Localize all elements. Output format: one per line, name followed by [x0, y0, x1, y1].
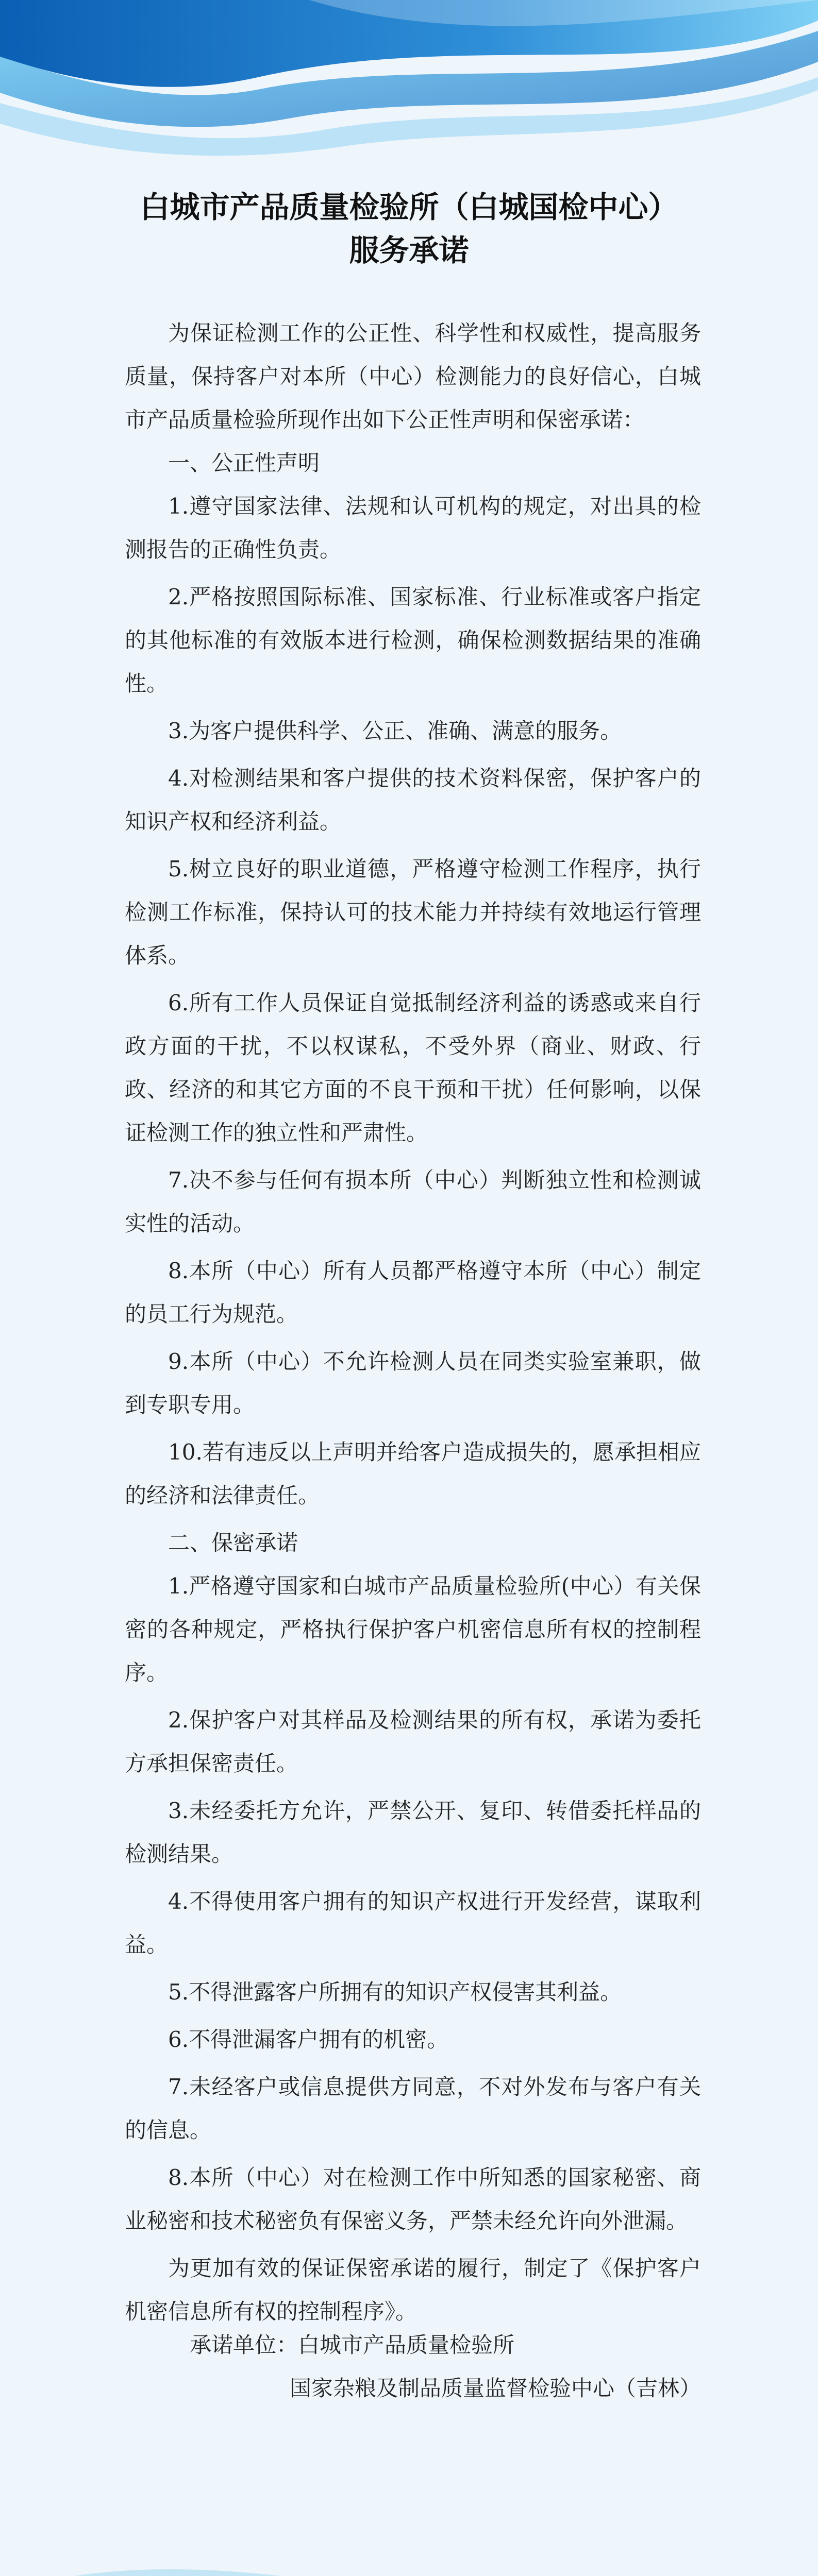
impartiality-item: 3.为客户提供科学、公正、准确、满意的服务。: [168, 718, 622, 743]
document-body: [125, 312, 701, 2333]
confidentiality-item: 6.不得泄漏客户拥有的机密。: [168, 2027, 449, 2052]
confidentiality-item: 5.不得泄露客户所拥有的知识产权侵害其利益。: [168, 1979, 622, 2005]
impartiality-item: 2.严格按照国际标准、国家标准、行业标准或客户指定的其他标准的有效版本进行检测，确保检测数据结果的准确性。: [125, 584, 701, 696]
section-heading-confidentiality: 二、保密承诺: [168, 1530, 298, 1555]
impartiality-item: 9.本所（中心）不允许检测人员在同类实验室兼职，做到专职专用。: [125, 1349, 701, 1417]
confidentiality-item: 3.未经委托方允许，严禁公开、复印、转借委托样品的检测结果。: [125, 1798, 701, 1867]
impartiality-item: 1.遵守国家法律、法规和认可机构的规定，对出具的检测报告的正确性负责。: [125, 494, 701, 562]
bottom-wave-decoration: [0, 2501, 818, 2576]
impartiality-item: 5.树立良好的职业道德，严格遵守检测工作程序，执行检测工作标准，保持认可的技术能力并持续有效地运行管理体系。: [125, 856, 701, 968]
page-title: [0, 185, 818, 272]
impartiality-item: 4.对检测结果和客户提供的技术资料保密，保护客户的知识产权和经济利益。: [125, 766, 701, 834]
confidentiality-item: 1.严格遵守国家和白城市产品质量检验所(中心）有关保密的各种规定，严格执行保护客户机密信息所有权的控制程序。: [125, 1573, 701, 1685]
impartiality-item: 7.决不参与任何有损本所（中心）判断独立性和检测诚实性的活动。: [125, 1167, 701, 1236]
section-heading-impartiality: 一、公正性声明: [168, 450, 320, 476]
impartiality-item: 6.所有工作人员保证自觉抵制经济利益的诱惑或来自行政方面的干扰，不以权谋私，不受外界（商业、财政、行政、经济的和其它方面的不良干预和干扰）任何影响，以保证检测工作的独立性和严肃性。: [125, 990, 701, 1145]
signature-organization: 承诺单位：白城市产品质量检验所: [190, 2332, 515, 2358]
impartiality-item: 8.本所（中心）所有人员都严格遵守本所（中心）制定的员工行为规范。: [125, 1258, 701, 1327]
closing-paragraph: 为更加有效的保证保密承诺的履行，制定了《保护客户机密信息所有权的控制程序》。: [125, 2256, 701, 2324]
confidentiality-item: 7.未经客户或信息提供方同意，不对外发布与客户有关的信息。: [125, 2074, 701, 2143]
impartiality-item: 10.若有违反以上声明并给客户造成损失的，愿承担相应的经济和法律责任。: [125, 1439, 701, 1508]
title-line-2: 服务承诺: [349, 233, 469, 268]
intro-paragraph: 为保证检测工作的公正性、科学性和权威性，提高服务质量，保持客户对本所（中心）检测能力的良好信心，白城市产品质量检验所现作出如下公正性声明和保密承诺：: [125, 320, 701, 432]
confidentiality-item: 2.保护客户对其样品及检测结果的所有权，承诺为委托方承担保密责任。: [125, 1707, 701, 1776]
signature-center: 国家杂粮及制品质量监督检验中心（吉林）: [290, 2376, 702, 2401]
confidentiality-item: 4.不得使用客户拥有的知识产权进行开发经营，谋取利益。: [125, 1889, 701, 1957]
top-wave-decoration: [0, 0, 818, 170]
title-line-1: 白城市产品质量检验所（白城国检中心）: [140, 190, 678, 225]
confidentiality-item: 8.本所（中心）对在检测工作中所知悉的国家秘密、商业秘密和技术秘密负有保密义务，严禁未经允许向外泄漏。: [125, 2165, 701, 2233]
